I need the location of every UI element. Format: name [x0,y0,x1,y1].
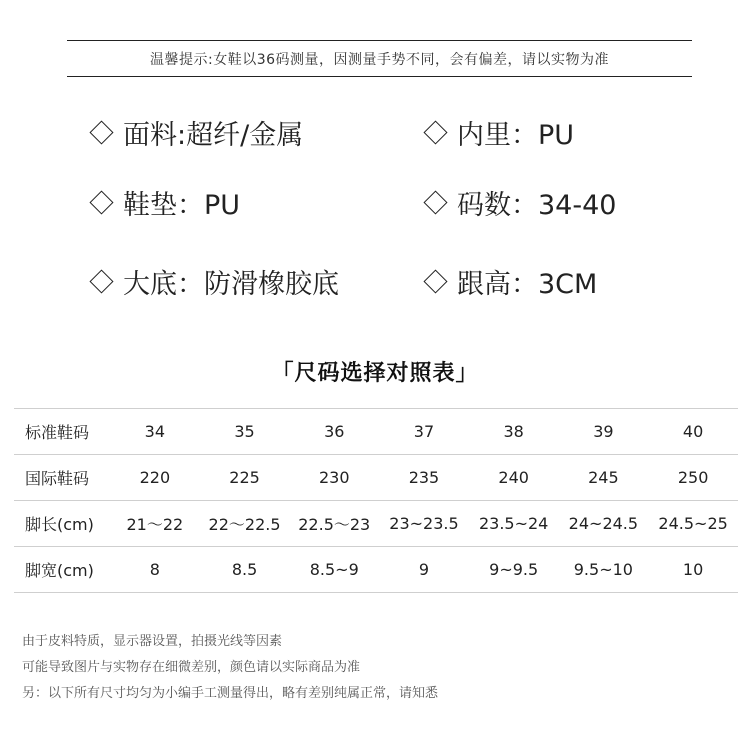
spec-material-text: 面料:超纤/金属 [123,120,304,151]
table-cell: 240 [469,455,559,501]
table-cell: 8 [110,547,200,593]
size-table [14,408,738,593]
table-cell: 38 [469,409,559,455]
table-cell: 37 [379,409,469,455]
table-cell: 23.5~24 [469,501,559,547]
diamond-icon [89,269,113,293]
row-header: 脚长(cm) [14,501,110,547]
diamond-icon [89,120,113,144]
table-row [14,409,738,455]
row-header: 标准鞋码 [14,409,110,455]
footnote-line: 由于皮料特质，显示器设置，拍摄光线等因素 [22,634,283,649]
table-cell: 9 [379,547,469,593]
diamond-icon [89,190,113,214]
table-cell: 235 [379,455,469,501]
diamond-icon [423,120,447,144]
table-cell: 21～22 [110,501,200,547]
table-cell: 8.5 [200,547,290,593]
table-row [14,455,738,501]
table-cell: 22.5～23 [289,501,379,547]
notice-banner [67,40,692,77]
spec-sizes [420,183,616,222]
table-cell: 225 [200,455,290,501]
table-row [14,501,738,547]
table-cell: 39 [559,409,649,455]
table-cell: 36 [289,409,379,455]
diamond-icon [423,269,447,293]
spec-outsole-text: 大底：防滑橡胶底 [123,269,339,300]
table-cell: 22～22.5 [200,501,290,547]
footnote-line: 另：以下所有尺寸均匀为小编手工测量得出，略有差别纯属正常，请知悉 [22,686,439,701]
table-cell: 10 [648,547,738,593]
spec-heel [420,262,597,301]
spec-insole [86,183,240,222]
row-header: 脚宽(cm) [14,547,110,593]
table-cell: 24~24.5 [559,501,649,547]
spec-heel-text: 跟高：3CM [457,269,598,300]
size-chart-title: 「尺码选择对照表」 [271,361,479,386]
row-header: 国际鞋码 [14,455,110,501]
table-cell: 40 [648,409,738,455]
notice-text: 温馨提示:女鞋以36码测量，因测量手势不同，会有偏差，请以实物为准 [149,51,610,68]
spec-insole-text: 鞋垫：PU [123,190,241,221]
table-row [14,547,738,593]
spec-material [86,113,303,152]
spec-lining-text: 内里：PU [457,120,575,151]
spec-lining [420,113,574,152]
table-cell: 230 [289,455,379,501]
spec-outsole [86,262,339,301]
table-cell: 23~23.5 [379,501,469,547]
table-cell: 245 [559,455,649,501]
table-cell: 9~9.5 [469,547,559,593]
table-cell: 250 [648,455,738,501]
spec-sizes-text: 码数：34-40 [457,190,617,221]
table-cell: 24.5~25 [648,501,738,547]
table-cell: 8.5~9 [289,547,379,593]
table-cell: 34 [110,409,200,455]
footnote-line: 可能导致图片与实物存在细微差别，颜色请以实际商品为准 [22,660,361,675]
table-cell: 9.5~10 [559,547,649,593]
diamond-icon [423,190,447,214]
table-cell: 35 [200,409,290,455]
table-cell: 220 [110,455,200,501]
